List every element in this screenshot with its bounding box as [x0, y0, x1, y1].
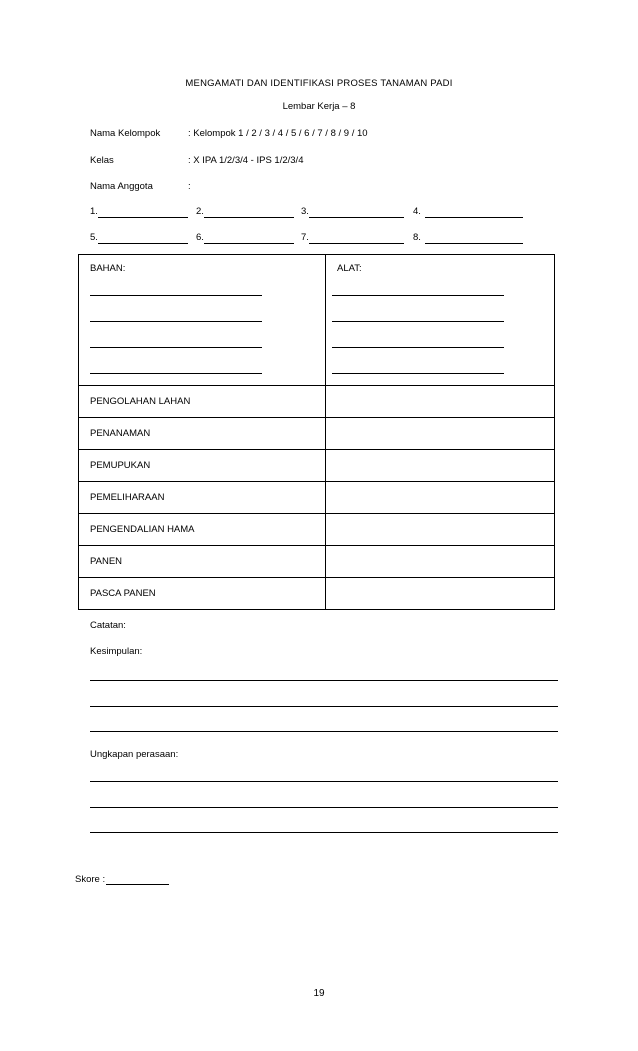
step-label: PENGOLAHAN LAHAN	[90, 396, 191, 407]
step-label: PEMELIHARAAN	[90, 492, 165, 503]
class-label: Kelas	[90, 155, 114, 166]
conclusion-label: Kesimpulan:	[90, 646, 143, 657]
feelings-line-2[interactable]	[90, 807, 558, 808]
materials-line-3[interactable]	[90, 347, 262, 348]
step-row-pest-control	[79, 514, 326, 546]
step-label: PASCA PANEN	[90, 588, 156, 599]
conclusion-line-2[interactable]	[90, 706, 558, 707]
worksheet-title: MENGAMATI DAN IDENTIFIKASI PROSES TANAMAN PADI	[185, 78, 453, 89]
worksheet-subtitle: Lembar Kerja – 8	[282, 101, 356, 112]
conclusion-line-3[interactable]	[90, 731, 558, 732]
step-label: PENANAMAN	[90, 428, 151, 439]
materials-line-2[interactable]	[90, 321, 262, 322]
step-row-harvest	[79, 546, 326, 578]
step-row-land-prep	[79, 386, 326, 418]
step-answer-cell[interactable]	[326, 450, 555, 482]
group-name-value: : Kelompok 1 / 2 / 3 / 4 / 5 / 6 / 7 / 8 / 9 / 10	[188, 128, 368, 139]
step-row-fertilizing	[79, 450, 326, 482]
materials-line-4[interactable]	[90, 373, 262, 374]
process-table	[78, 254, 555, 610]
member-3-field[interactable]	[309, 217, 404, 218]
member-6-field[interactable]	[204, 243, 294, 244]
step-answer-cell[interactable]	[326, 578, 555, 610]
member-7-number: 7.	[301, 232, 309, 243]
tools-line-1[interactable]	[332, 295, 504, 296]
step-answer-cell[interactable]	[326, 514, 555, 546]
member-4-number: 4.	[413, 206, 421, 217]
step-answer-cell[interactable]	[326, 386, 555, 418]
feelings-label: Ungkapan perasaan:	[90, 749, 179, 760]
step-row-post-harvest	[79, 578, 326, 610]
member-3-number: 3.	[301, 206, 309, 217]
member-6-number: 6.	[196, 232, 204, 243]
step-label: PEMUPUKAN	[90, 460, 151, 471]
step-label: PANEN	[90, 556, 123, 567]
step-answer-cell[interactable]	[326, 418, 555, 450]
conclusion-line-1[interactable]	[90, 680, 558, 681]
step-row-maintenance	[79, 482, 326, 514]
member-8-number: 8.	[413, 232, 421, 243]
members-colon: :	[188, 181, 191, 192]
tools-line-2[interactable]	[332, 321, 504, 322]
step-label: PENGENDALIAN HAMA	[90, 524, 195, 535]
materials-line-1[interactable]	[90, 295, 262, 296]
page-number: 19	[313, 988, 325, 999]
step-answer-cell[interactable]	[326, 546, 555, 578]
materials-cell[interactable]	[79, 255, 326, 386]
tools-label: ALAT:	[337, 263, 362, 274]
tools-cell[interactable]	[326, 255, 555, 386]
member-1-number: 1.	[90, 206, 98, 217]
feelings-line-1[interactable]	[90, 781, 558, 782]
member-2-number: 2.	[196, 206, 204, 217]
member-8-field[interactable]	[425, 243, 523, 244]
step-answer-cell[interactable]	[326, 482, 555, 514]
score-field[interactable]	[106, 884, 169, 885]
step-row-planting	[79, 418, 326, 450]
member-5-field[interactable]	[98, 243, 188, 244]
notes-label: Catatan:	[90, 620, 126, 631]
feelings-line-3[interactable]	[90, 832, 558, 833]
group-name-label: Nama Kelompok	[90, 128, 161, 139]
members-label: Nama Anggota	[90, 181, 153, 192]
class-value: : X IPA 1/2/3/4 - IPS 1/2/3/4	[188, 155, 304, 166]
tools-line-3[interactable]	[332, 347, 504, 348]
materials-label: BAHAN:	[90, 263, 126, 274]
member-5-number: 5.	[90, 232, 98, 243]
tools-line-4[interactable]	[332, 373, 504, 374]
score-label: Skore :	[75, 874, 106, 885]
member-1-field[interactable]	[98, 217, 188, 218]
member-4-field[interactable]	[425, 217, 523, 218]
member-7-field[interactable]	[309, 243, 404, 244]
member-2-field[interactable]	[204, 217, 294, 218]
